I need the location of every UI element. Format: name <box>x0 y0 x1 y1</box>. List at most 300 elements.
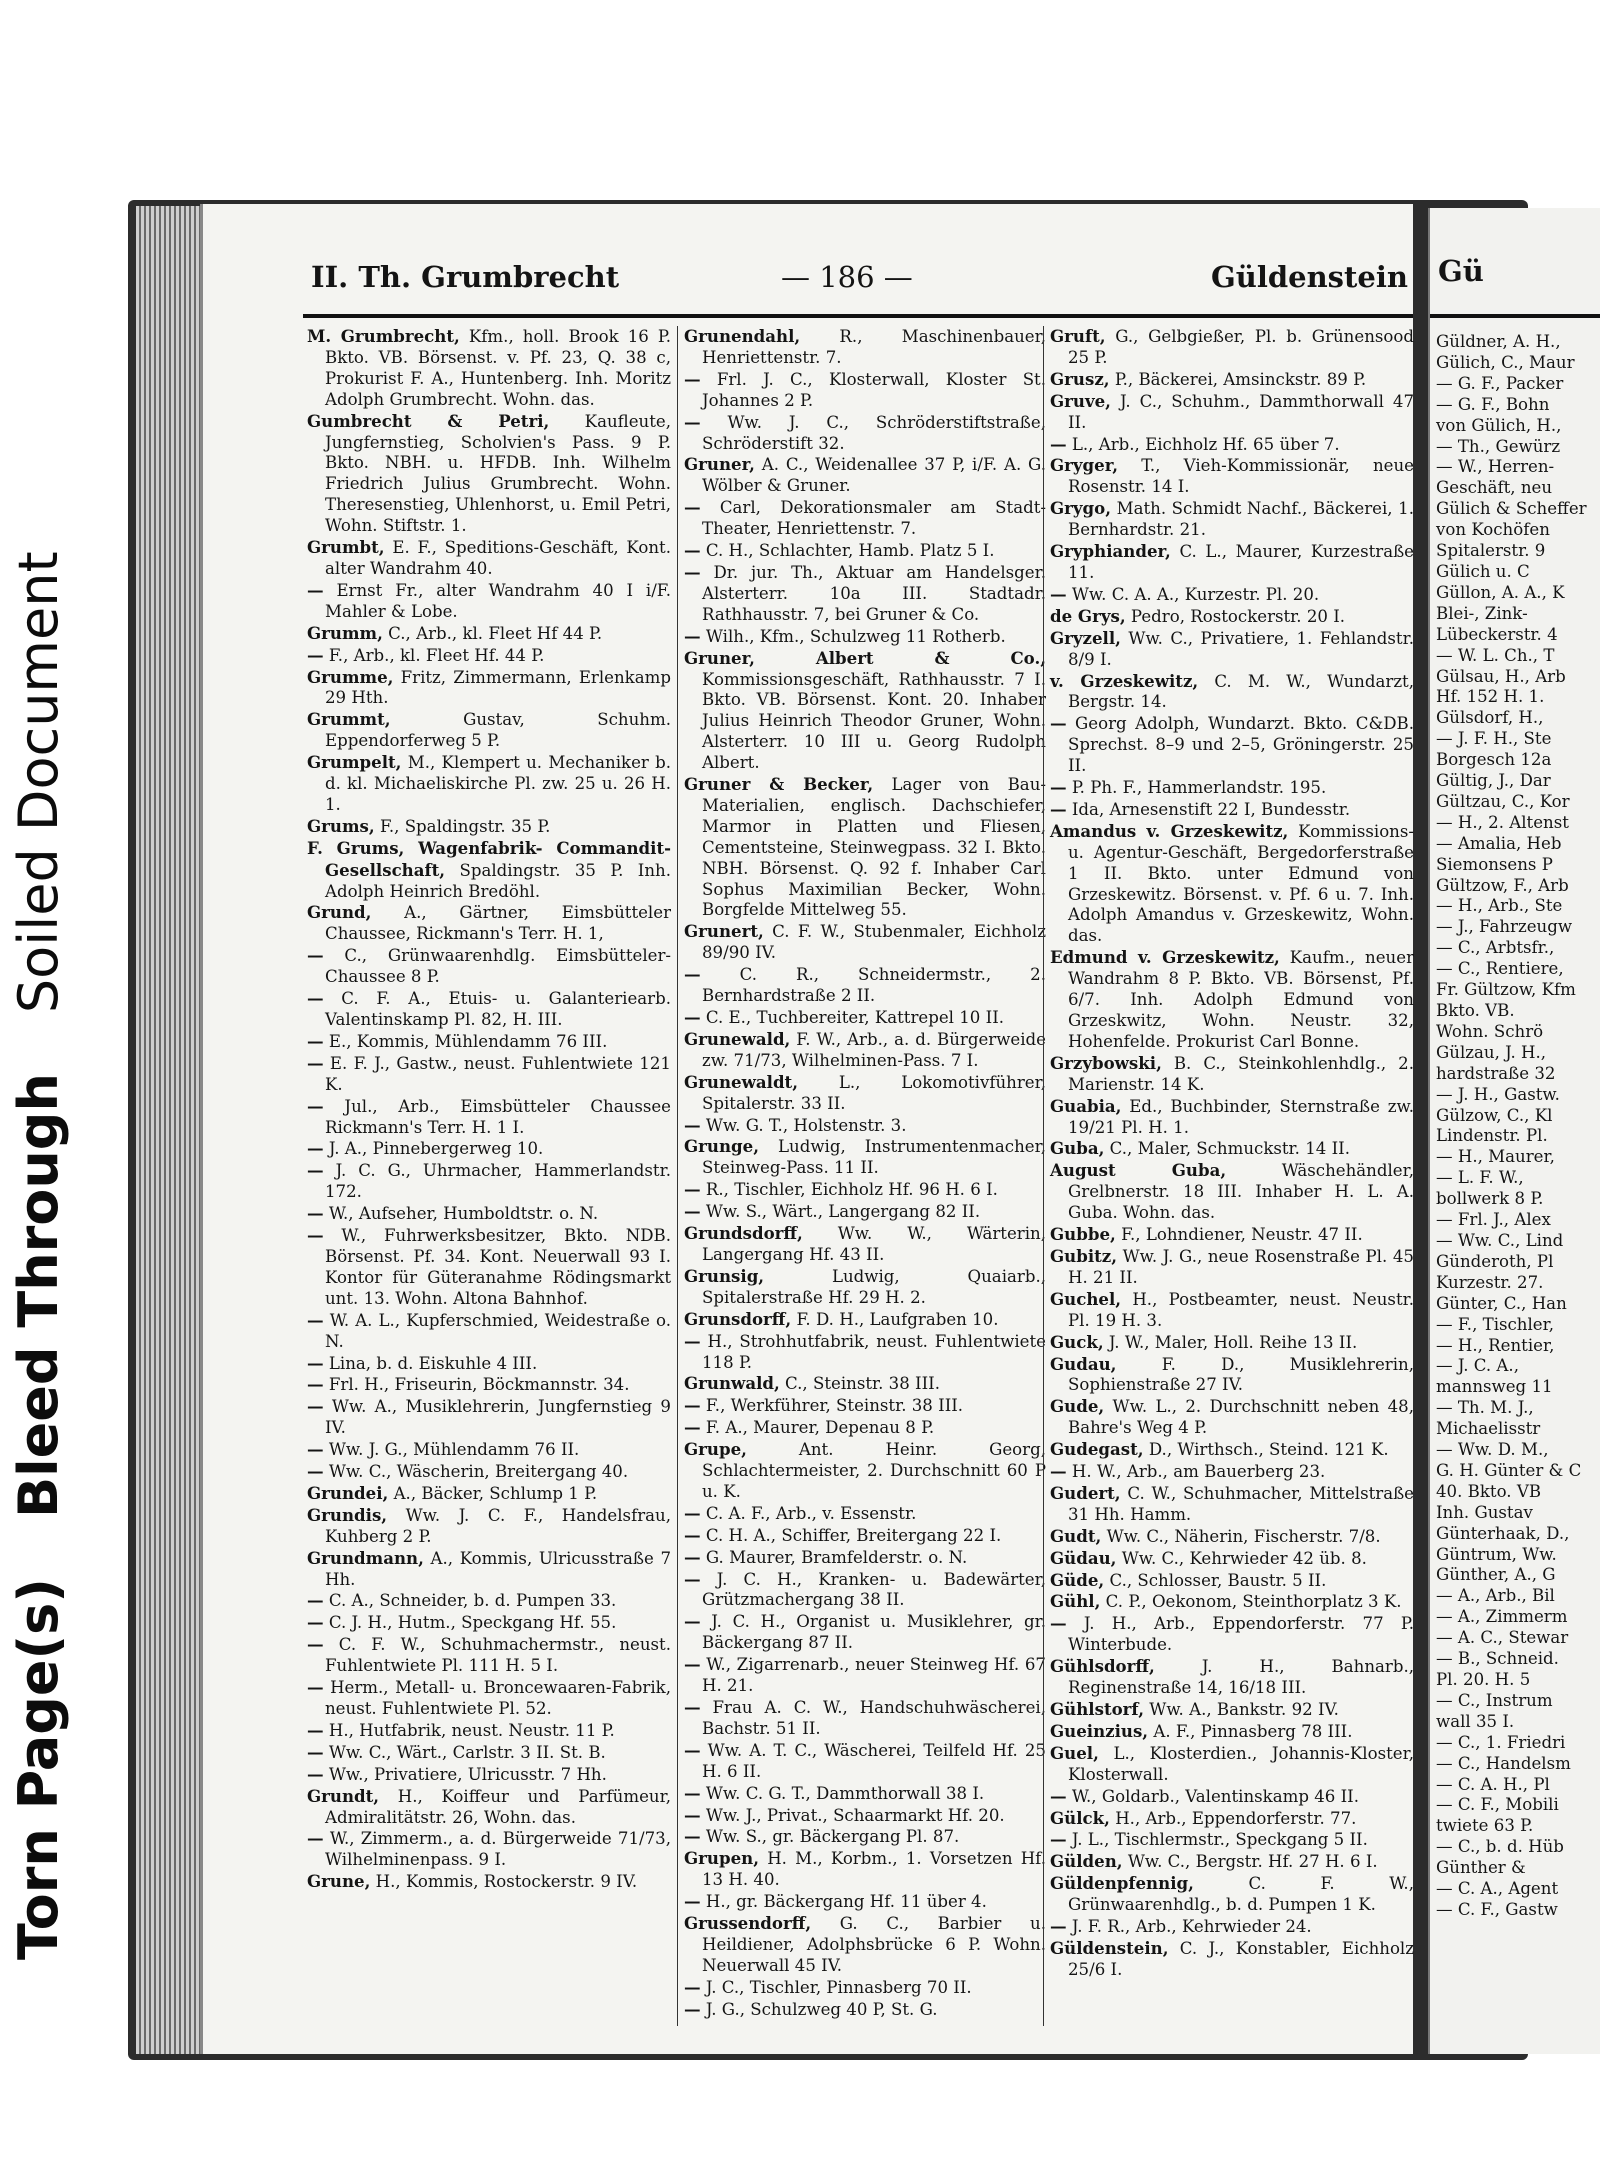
entry-name: Grusz, <box>1050 368 1110 389</box>
next-page-line: — J. C. A., <box>1436 1356 1519 1376</box>
entry-name: — <box>684 1891 701 1912</box>
entry-name: — <box>1050 1785 1067 1806</box>
directory-entry <box>684 540 1046 562</box>
entry-text: Frl. H., Friseurin, Böckmannstr. 34. <box>328 1375 630 1395</box>
entry-text: R., Tischler, Eichholz Hf. 96 H. 6 I. <box>705 1180 998 1200</box>
entry-text: Ww., Privatiere, Ulricusstr. 7 Hh. <box>328 1764 607 1784</box>
next-page-line: — L. F. W., <box>1436 1168 1524 1188</box>
entry-name: — <box>307 1030 324 1051</box>
directory-entry <box>684 1395 1046 1417</box>
directory-entry <box>684 1331 1046 1374</box>
next-page-line: Geschäft, neu <box>1436 478 1553 498</box>
next-page-line: Lübeckerstr. 4 <box>1436 624 1558 644</box>
entry-text: A. C., Weidenallee 37 P, i/F. A. G. Wölber & Gruner. <box>702 455 1046 496</box>
entry-name: Gühlstorf, <box>1050 1699 1144 1719</box>
next-page-line: — J., Fahrzeugw <box>1436 917 1573 937</box>
entry-text: Ww. C., Näherin, Fischerstr. 7/8. <box>1106 1526 1381 1546</box>
entry-text: H., Koiffeur und Parfümeur, Admiralitätstr. 26, Wohn. das. <box>325 1786 671 1827</box>
next-page-line: — B., Schneid. <box>1436 1649 1559 1669</box>
directory-entry <box>1050 1053 1414 1096</box>
entry-text: C., Maler, Schmuckstr. 14 II. <box>1109 1139 1350 1159</box>
entry-text: Ww. J. C., Schröderstiftstraße, Schröderstift 32. <box>702 412 1046 453</box>
directory-entry <box>684 1309 1046 1331</box>
next-page-line: Fr. Gültzow, Kfm <box>1436 980 1576 1000</box>
entry-name: — <box>684 1976 701 1997</box>
directory-entry <box>1050 1224 1414 1246</box>
entry-name: — <box>307 1461 324 1482</box>
entry-name: Gruner, Albert & Co., <box>684 647 1046 668</box>
entry-text: C. W., Schuhmacher, Mittelstraße 31 Hh. Hamm. <box>1068 1483 1414 1524</box>
next-page-line: 40. Bkto. VB <box>1436 1481 1542 1501</box>
entry-text: Ant. Heinr. Georg, Schlachtermeister, 2. Durchschnitt 60 P u. K. <box>702 1440 1046 1501</box>
entry-text: Herm., Metall- u. Broncewaaren-Fabrik, neust. Fuhlentwiete Pl. 52. <box>325 1678 671 1718</box>
directory-entry <box>1050 1461 1414 1483</box>
entry-text: J. H., Arb., Eppendorferstr. 77 P. Winterbude. <box>1068 1614 1414 1655</box>
next-page-line: Spitalerstr. 9 <box>1436 541 1546 561</box>
next-page-line: Gülich & Scheffer <box>1436 499 1587 519</box>
directory-entry <box>307 1871 671 1893</box>
entry-name: — <box>684 368 701 389</box>
entry-name: — <box>1050 777 1067 798</box>
entry-text: W., Zigarrenarb., neuer Steinweg Hf. 67 H. 21. <box>702 1655 1046 1696</box>
entry-text: A., Bäcker, Schlump 1 P. <box>393 1483 598 1503</box>
directory-entry <box>1050 1160 1414 1224</box>
entry-text: H., Strohhutfabrik, neust. Fuhlentwiete 118 P. <box>702 1331 1046 1372</box>
directory-entry <box>1050 434 1414 456</box>
entry-name: v. Grzeskewitz, <box>1050 670 1199 691</box>
directory-entry <box>1050 1396 1414 1439</box>
entry-text: Spaldingstr. 35 P. Inh. Adolph Heinrich Bredöhl. <box>325 860 671 901</box>
entry-text: C. A. F., Arb., v. Essenstr. <box>705 1503 917 1523</box>
next-page-line: hardstraße 32 <box>1436 1063 1556 1083</box>
next-page-line: — G. F., Packer <box>1436 373 1564 393</box>
next-page-line: G. H. Günter & C <box>1436 1460 1582 1480</box>
entry-text: Ww. C. G. T., Dammthorwall 38 I. <box>705 1783 985 1803</box>
directory-entry <box>684 626 1046 648</box>
next-page-line: Gülzow, C., Kl <box>1436 1105 1553 1125</box>
directory-entry <box>684 562 1046 626</box>
directory-entry <box>1050 1483 1414 1526</box>
next-page-line: — W., Herren- <box>1436 457 1555 477</box>
next-page-line: Güntrum, Ww. <box>1436 1544 1557 1564</box>
entry-name: Gudau, <box>1050 1353 1117 1374</box>
next-page-line: — H., 2. Altenst <box>1436 812 1569 832</box>
entry-text: Ww. J. G., neue Rosenstraße Pl. 45 H. 21 II. <box>1068 1246 1414 1287</box>
entry-name: Grumm, <box>307 622 383 643</box>
entry-name: — <box>307 1828 324 1849</box>
entry-name: — <box>684 1654 701 1675</box>
next-page-column <box>1436 332 1600 1921</box>
next-page-fragment <box>1428 208 1600 2054</box>
entry-text: Ww. C., Wäscherin, Breitergang 40. <box>328 1462 629 1482</box>
directory-page <box>200 204 1413 2054</box>
entry-name: — <box>684 1395 701 1416</box>
entry-text: Kaufleute, Jungfernstieg, Scholvien's Pass. 9 P. Bkto. NBH. u. HFDB. Inh. Wilhelm Friedrich Julius Grumbrecht. Wohn. Theresenstieg, Uhlenhorst, u. Emil Petri, Wohn. Stiftstr. 1. <box>325 411 671 536</box>
directory-entry <box>1050 628 1414 671</box>
entry-name: — <box>684 1546 701 1567</box>
entry-text: Ww. S., gr. Bäckergang Pl. 87. <box>705 1827 960 1847</box>
entry-text: Ww. C. A. A., Kurzestr. Pl. 20. <box>1071 584 1320 604</box>
entry-text: J. A., Pinnebergerweg 10. <box>328 1139 544 1159</box>
directory-entry <box>1050 1613 1414 1656</box>
entry-text: C. E., Tuchbereiter, Kattrepel 10 II. <box>705 1008 1005 1027</box>
directory-entry <box>307 1677 671 1720</box>
entry-name: Grzybowski, <box>1050 1052 1162 1073</box>
next-page-line: — H., Arb., Ste <box>1436 896 1563 916</box>
entry-name: F. Grums, Wagenfabrik- Commandit-Gesellschaft, <box>307 837 671 880</box>
entry-text: Ww. G. T., Holstenstr. 3. <box>705 1115 907 1135</box>
entry-text: H., Arb., Eppendorferstr. 77. <box>1115 1808 1357 1828</box>
entry-name: Güldenstein, <box>1050 1937 1169 1958</box>
entry-text: R., Maschinenbauer, Henriettenstr. 7. <box>702 327 1046 367</box>
directory-entry <box>684 648 1046 774</box>
entry-text: Ed., Buchbinder, Sternstraße zw. 19/21 Pl. H. 1. <box>1068 1096 1414 1137</box>
next-page-line: — C. F., Gastw <box>1436 1899 1558 1919</box>
directory-entry <box>684 1977 1046 1999</box>
entry-text: C. L., Maurer, Kurzestraße 11. <box>1068 542 1414 582</box>
entry-name: Grunge, <box>684 1136 759 1157</box>
entry-name: Güdau, <box>1050 1547 1117 1568</box>
directory-entry <box>1050 1439 1414 1461</box>
entry-text: H. W., Arb., am Bauerberg 23. <box>1071 1462 1326 1482</box>
entry-text: H., Kommis, Rostockerstr. 9 IV. <box>375 1872 638 1892</box>
directory-entry <box>1050 1591 1414 1613</box>
entry-name: — <box>307 1719 324 1740</box>
entry-name: Grunert, <box>684 921 764 942</box>
directory-entry <box>684 1740 1046 1783</box>
next-page-line: — C., Handelsm <box>1436 1753 1571 1773</box>
entry-text: C. J., Konstabler, Eichholz 25/6 I. <box>1068 1938 1414 1979</box>
directory-entry <box>684 1547 1046 1569</box>
entry-text: J. C., Tischler, Pinnasberg 70 II. <box>705 1977 972 1997</box>
entry-name: — <box>684 1502 701 1523</box>
entry-name: Grums, <box>307 815 375 836</box>
entry-text: Ww. W., Wärterin, Langergang Hf. 43 II. <box>702 1224 1046 1264</box>
entry-text: Ida, Arnesenstift 22 I, Bundesstr. <box>1071 799 1351 819</box>
next-page-line: Günderoth, Pl <box>1436 1251 1554 1271</box>
next-page-line: bollwerk 8 P. <box>1436 1189 1544 1209</box>
entry-text: Fritz, Zimmermann, Erlenkamp 29 Hth. <box>325 667 671 708</box>
entry-text: J. W., Maler, Holl. Reihe 13 II. <box>1108 1332 1358 1352</box>
entry-name: Güldenpfennig, <box>1050 1873 1194 1894</box>
label-bleed-through: Bleed Through <box>7 1073 70 1519</box>
directory-entry <box>1050 1721 1414 1743</box>
entry-name: — <box>684 497 701 518</box>
entry-text: Ludwig, Quaiarb., Spitalerstraße Hf. 29 H. 2. <box>702 1266 1046 1307</box>
directory-entry <box>1050 1829 1414 1851</box>
column-3 <box>1043 326 1414 2026</box>
directory-entry <box>1050 326 1414 369</box>
next-page-line: — H., Rentier, <box>1436 1335 1555 1355</box>
directory-entry <box>307 1160 671 1203</box>
entry-text: J. G., Schulzweg 40 P, St. G. <box>705 1999 938 2019</box>
directory-entry <box>1050 947 1414 1053</box>
entry-name: Gülden, <box>1050 1851 1123 1872</box>
entry-text: F. W., Arb., a. d. Bürgerweide zw. 71/73, Wilhelminen-Pass. 7 I. <box>702 1029 1046 1070</box>
entry-name: — <box>307 1612 324 1633</box>
directory-entry <box>1050 821 1414 947</box>
next-page-line: von Kochöfen <box>1436 520 1550 540</box>
entry-name: Grundis, <box>307 1504 388 1525</box>
directory-entry <box>307 537 671 580</box>
entry-text: W., Goldarb., Valentinskamp 46 II. <box>1071 1786 1359 1806</box>
entry-text: M., Klempert u. Mechaniker b. d. kl. Michaeliskirche Pl. zw. 25 u. 26 H. 1. <box>325 753 671 814</box>
column-1 <box>307 326 671 2026</box>
directory-entry <box>307 667 671 710</box>
entry-name: Guck, <box>1050 1331 1104 1352</box>
entry-name: — <box>307 1763 324 1784</box>
next-page-line: Güllon, A. A., K <box>1436 582 1565 602</box>
entry-name: Gruve, <box>1050 390 1111 411</box>
entry-name: Gubbe, <box>1050 1224 1116 1245</box>
directory-entry <box>684 1503 1046 1525</box>
directory-entry <box>684 326 1046 369</box>
entry-name: Guel, <box>1050 1742 1099 1763</box>
directory-entry <box>1050 1873 1414 1916</box>
entry-name: — <box>684 1417 701 1438</box>
entry-name: — <box>1050 1916 1067 1937</box>
next-page-line: Michaelisstr <box>1436 1419 1541 1439</box>
directory-entry <box>684 1072 1046 1115</box>
entry-text: H. M., Korbm., 1. Vorsetzen Hf. 13 H. 40. <box>702 1849 1046 1890</box>
directory-entry <box>684 1999 1046 2021</box>
entry-text: E. F. J., Gastw., neust. Fuhlentwiete 121 K. <box>325 1053 671 1094</box>
directory-entry <box>307 580 671 623</box>
entry-text: Lager von Bau-Materialien, englisch. Dachschiefer, Marmor in Platten und Fliesen, Cementsteine, Steinwegpass. 32 I. Bkto. NBH. Börsenst. Q. 92 f. Inhaber Carl Sophus Maximilian Becker, Wohn. Borgfelde Mittelweg 55. <box>702 775 1046 920</box>
page-number: — 186 — <box>781 260 913 294</box>
next-page-line: — J. H., Gastw. <box>1436 1084 1560 1104</box>
directory-entry <box>1050 498 1414 541</box>
entry-text: Dr. jur. Th., Aktuar am Handelsger. Alsterterr. 10a III. Stadtadr. Rathhausstr. 7, bei Gruner & Co. <box>702 562 1046 624</box>
entry-name: — <box>684 1998 701 2019</box>
next-page-line: — Frl. J., Alex <box>1436 1210 1551 1230</box>
entry-name: Grunewaldt, <box>684 1071 798 1092</box>
next-page-line: — J. F. H., Ste <box>1436 729 1552 749</box>
entry-name: — <box>307 1225 324 1246</box>
next-page-line: — C. A. H., Pl <box>1436 1774 1550 1794</box>
directory-entry <box>307 1786 671 1829</box>
directory-entry <box>307 1396 671 1439</box>
directory-entry <box>1050 1526 1414 1548</box>
entry-text: H., Hutfabrik, neust. Neustr. 11 P. <box>328 1720 615 1740</box>
entry-name: Grunwald, <box>684 1373 780 1394</box>
entry-name: M. Grumbrecht, <box>307 326 460 346</box>
entry-text: W., Zimmerm., a. d. Bürgerweide 71/73, Wilhelminenpass. 9 I. <box>325 1829 671 1870</box>
next-page-line: Gülsau, H., Arb <box>1436 666 1566 686</box>
directory-entry <box>684 1439 1046 1503</box>
entry-text: Ludwig, Instrumentenmacher, Steinweg-Pass. 11 II. <box>702 1137 1046 1178</box>
next-page-line: — C., Instrum <box>1436 1690 1553 1710</box>
next-page-line: Gültzau, C., Kor <box>1436 791 1570 811</box>
entry-name: — <box>307 1352 324 1373</box>
entry-name: — <box>684 625 701 646</box>
entry-name: — <box>684 1524 701 1545</box>
entry-text: C., Arb., kl. Fleet Hf 44 P. <box>388 623 603 643</box>
next-page-header: Gü <box>1438 254 1484 288</box>
directory-entry <box>684 1891 1046 1913</box>
entry-text: B. C., Steinkohlenhdlg., 2. Marienstr. 14 K. <box>1068 1053 1414 1094</box>
entry-text: J. C. H., Organist u. Musiklehrer, gr. Bäckergang 87 II. <box>702 1612 1046 1653</box>
entry-text: L., Lokomotivführer, Spitalerstr. 33 II. <box>702 1072 1046 1113</box>
entry-name: — <box>1050 1461 1067 1482</box>
entry-text: C. J. H., Hutm., Speckgang Hf. 55. <box>328 1613 617 1633</box>
directory-entry <box>307 1764 671 1786</box>
directory-entry <box>307 1505 671 1548</box>
directory-entry <box>1050 541 1414 584</box>
directory-entry <box>684 1266 1046 1309</box>
next-page-line: Gülich u. C <box>1436 561 1530 581</box>
entry-name: Grunewald, <box>684 1028 791 1049</box>
entry-text: C. A., Schneider, b. d. Pumpen 33. <box>328 1591 617 1611</box>
next-page-line: Günther & <box>1436 1858 1526 1878</box>
directory-entry <box>307 1439 671 1461</box>
directory-entry <box>684 1373 1046 1395</box>
next-page-line: — C. F., Mobili <box>1436 1795 1559 1815</box>
next-page-line: — C., 1. Friedri <box>1436 1732 1566 1752</box>
entry-name: Gudegast, <box>1050 1439 1144 1460</box>
next-page-line: — Amalia, Heb <box>1436 833 1562 853</box>
entry-name: — <box>307 1439 324 1460</box>
entry-name: — <box>1050 798 1067 819</box>
entry-text: C. F. W., Schuhmachermstr., neust. Fuhlentwiete Pl. 111 H. 5 I. <box>325 1635 671 1676</box>
entry-text: C., Schlosser, Baustr. 5 II. <box>1109 1570 1327 1590</box>
directory-entry <box>1050 777 1414 799</box>
directory-entry <box>1050 1289 1414 1332</box>
directory-entry <box>1050 671 1414 714</box>
entry-name: — <box>684 1568 701 1589</box>
next-page-line: Bkto. VB. <box>1436 1001 1515 1020</box>
directory-entry <box>684 1783 1046 1805</box>
next-page-line: — A., Arb., Bil <box>1436 1586 1555 1606</box>
directory-entry <box>1050 606 1414 628</box>
entry-name: — <box>684 1179 701 1200</box>
next-page-line: — H., Maurer, <box>1436 1147 1555 1167</box>
directory-entry <box>1050 455 1414 498</box>
next-page-line: — Ww. C., Lind <box>1436 1230 1564 1250</box>
entry-name: Gruft, <box>1050 326 1106 346</box>
entry-text: Frl. J. C., Klosterwall, Kloster St. Johannes 2 P. <box>702 369 1046 410</box>
next-page-line: — A. C., Stewar <box>1436 1628 1569 1648</box>
entry-name: — <box>1050 1829 1067 1850</box>
entry-text: A., Gärtner, Eimsbütteler Chaussee, Rickmann's Terr. H. 1, <box>325 903 671 944</box>
directory-entry <box>1050 1699 1414 1721</box>
entry-text: Wäschehändler, Grelbnerstr. 18 III. Inhaber H. L. A. Guba. Wohn. das. <box>1068 1161 1414 1223</box>
directory-entry <box>307 411 671 537</box>
directory-entry <box>684 774 1046 921</box>
entry-name: — <box>684 411 701 432</box>
page-edges <box>136 206 206 2054</box>
entry-text: Ww. C., Wärt., Carlstr. 3 II. St. B. <box>328 1742 606 1762</box>
entry-text: F., Lohndiener, Neustr. 47 II. <box>1121 1225 1363 1245</box>
directory-entry <box>684 1826 1046 1848</box>
entry-text: C., Steinstr. 38 III. <box>785 1374 940 1394</box>
directory-entry <box>307 1742 671 1764</box>
entry-name: Gühlsdorff, <box>1050 1656 1155 1677</box>
entry-text: J. C. H., Kranken- u. Badewärter, Grützmachergang 38 II. <box>702 1569 1046 1610</box>
entry-name: Grumbt, <box>307 537 385 558</box>
entry-name: — <box>307 1634 324 1655</box>
directory-entry <box>307 1031 671 1053</box>
entry-name: — <box>684 1804 701 1825</box>
next-page-line: — Th., Gewürz <box>1436 436 1561 456</box>
page-header <box>311 260 1411 310</box>
next-page-line: Gülzau, J. H., <box>1436 1042 1547 1062</box>
entry-text: H., gr. Bäckergang Hf. 11 über 4. <box>705 1892 987 1912</box>
entry-name: Grupen, <box>684 1848 759 1869</box>
entry-name: Gudt, <box>1050 1525 1102 1546</box>
directory-entry <box>684 1848 1046 1891</box>
directory-entry <box>684 1697 1046 1740</box>
entry-name: de Grys, <box>1050 605 1126 626</box>
directory-entry <box>1050 1548 1414 1570</box>
directory-entry <box>307 1720 671 1742</box>
entry-text: F., Werkführer, Steinstr. 38 III. <box>705 1396 964 1416</box>
entry-name: Gueinzius, <box>1050 1720 1149 1741</box>
next-page-line: Lindenstr. Pl. <box>1436 1126 1548 1146</box>
directory-entry <box>684 1029 1046 1072</box>
entry-text: P. Ph. F., Hammerlandstr. 195. <box>1071 778 1327 798</box>
entry-text: C. H. A., Schiffer, Breitergang 22 I. <box>705 1525 1002 1545</box>
next-page-line: twiete 63 P. <box>1436 1816 1534 1836</box>
entry-text: Ernst Fr., alter Wandrahm 40 I i/F. Mahler & Lobe. <box>325 580 671 621</box>
directory-entry <box>684 1805 1046 1827</box>
entry-name: — <box>684 1697 701 1717</box>
next-page-line: — A., Zimmerm <box>1436 1607 1568 1627</box>
directory-entry <box>307 1634 671 1677</box>
next-page-line: mannsweg 11 <box>1436 1377 1553 1397</box>
entry-text: Lina, b. d. Eiskuhle 4 III. <box>328 1353 538 1373</box>
directory-entry <box>307 945 671 988</box>
entry-name: — <box>307 988 324 1009</box>
entry-text: T., Vieh-Kommissionär, neue Rosenstr. 14 I. <box>1068 456 1414 497</box>
directory-entry <box>1050 1916 1414 1938</box>
entry-name: Guabia, <box>1050 1095 1122 1116</box>
entry-name: — <box>307 1590 324 1611</box>
directory-entry <box>1050 1096 1414 1139</box>
directory-entry <box>307 988 671 1031</box>
entry-name: — <box>307 1396 324 1417</box>
header-left: II. Th. Grumbrecht <box>311 260 620 294</box>
entry-text: E. F., Speditions-Geschäft, Kont. alter Wandrahm 40. <box>325 538 671 578</box>
entry-text: J. F. R., Arb., Kehrwieder 24. <box>1071 1917 1312 1937</box>
directory-entry <box>684 1007 1046 1029</box>
next-page-line: Güldner, A. H., <box>1436 332 1561 351</box>
entry-name: Guba, <box>1050 1138 1105 1159</box>
directory-entry <box>307 1053 671 1096</box>
directory-entry <box>1050 1354 1414 1397</box>
directory-entry <box>684 1525 1046 1547</box>
entry-text: Pedro, Rostockerstr. 20 I. <box>1130 606 1346 626</box>
entry-text: C., Grünwaarenhdlg. Eimsbütteler-Chaussee 8 P. <box>325 946 671 987</box>
entry-name: — <box>1050 583 1067 604</box>
entry-name: — <box>307 1138 324 1159</box>
entry-name: Gryzell, <box>1050 627 1121 648</box>
directory-entry <box>684 1115 1046 1137</box>
entry-name: — <box>684 964 701 985</box>
directory-entry <box>684 1913 1046 1977</box>
next-page-line: von Gülich, H., <box>1436 415 1562 435</box>
directory-entry <box>1050 1246 1414 1289</box>
entry-text: D., Wirthsch., Steind. 121 K. <box>1148 1440 1389 1460</box>
entry-name: — <box>684 1114 701 1135</box>
entry-name: Gruner, <box>684 454 755 475</box>
entry-text: C. F. W., Grünwaarenhdlg., b. d. Pumpen 1 K. <box>1068 1874 1414 1915</box>
entry-name: Grumme, <box>307 666 394 687</box>
entry-text: Ww. J., Privat., Schaarmarkt Hf. 20. <box>705 1805 1005 1825</box>
directory-entry <box>307 1310 671 1353</box>
entry-text: L., Klosterdien., Johannis-Kloster, Klosterwall. <box>1068 1743 1414 1784</box>
entry-text: Kommissions- u. Agentur-Geschäft, Bergedorferstraße 1 II. Bkto. unter Edmund von Grzeskewitz. Börsenst. v. Pf. 6 u. 7. Inh. Adolph Amandus v. Grzeskewitz, Wohn. das. <box>1068 821 1414 946</box>
